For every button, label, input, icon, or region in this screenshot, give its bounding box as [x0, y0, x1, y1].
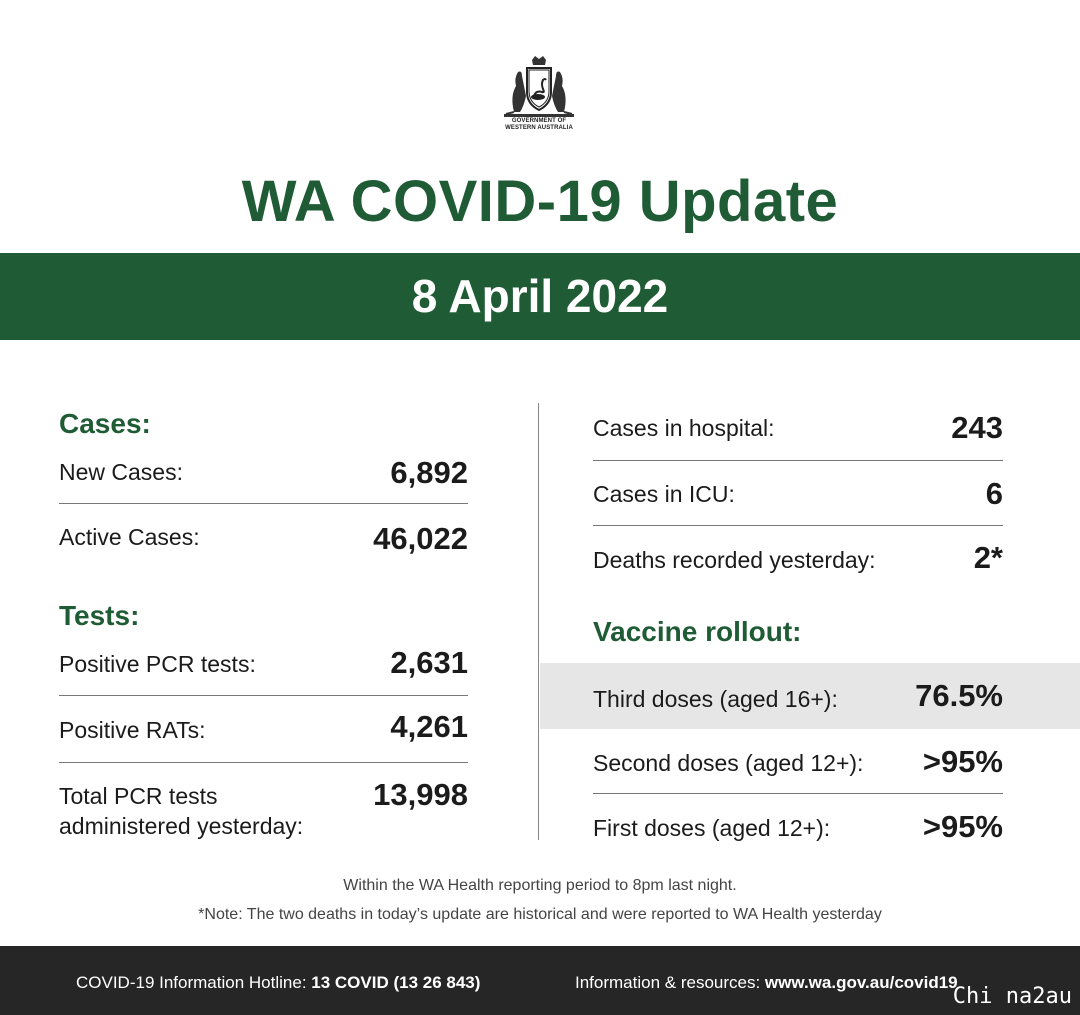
divider: [593, 460, 1003, 461]
second-doses-label: Second doses (aged 12+):: [593, 750, 864, 776]
active-cases-label: Active Cases:: [59, 524, 200, 550]
second-doses-value: >95%: [922, 744, 1003, 779]
tests-heading: Tests:: [59, 600, 140, 631]
total-pcr-label-line-2: administered yesterday:: [59, 813, 304, 839]
watermark: Chi na2au: [952, 984, 1072, 1009]
first-doses-label: First doses (aged 12+):: [593, 815, 831, 841]
column-divider: [538, 403, 539, 840]
hospital-value: 243: [951, 410, 1003, 445]
page-title: WA COVID-19 Update: [241, 169, 839, 234]
positive-rats-label: Positive RATs:: [59, 717, 206, 743]
coat-of-arms-icon: [496, 56, 582, 118]
vaccine-heading: Vaccine rollout:: [593, 616, 802, 647]
crest-line-2: WESTERN AUSTRALIA: [505, 125, 573, 131]
icu-value: 6: [985, 476, 1003, 511]
resources-info: [575, 973, 958, 993]
wa-government-crest: [496, 56, 582, 136]
deaths-value: 2*: [973, 540, 1003, 575]
divider: [59, 503, 468, 504]
third-doses-value: 76.5%: [915, 678, 1003, 713]
deaths-footnote: *Note: The two deaths in today’s update are historical and were reported to WA Health yesterday: [198, 906, 882, 923]
hospital-label: Cases in hospital:: [593, 415, 775, 441]
resources-link[interactable]: www.wa.gov.au/covid19: [764, 973, 958, 992]
new-cases-value: 6,892: [390, 455, 468, 490]
positive-pcr-label: Positive PCR tests:: [59, 651, 256, 677]
divider: [593, 793, 1003, 794]
cases-heading: Cases:: [59, 408, 151, 439]
footer-bar: [0, 946, 1080, 1015]
divider: [593, 525, 1003, 526]
positive-pcr-value: 2,631: [390, 645, 468, 680]
hotline-info: [76, 973, 480, 993]
active-cases-value: 46,022: [373, 521, 468, 556]
new-cases-label: New Cases:: [59, 459, 183, 485]
reporting-period-note: Within the WA Health reporting period to 8pm last night.: [343, 877, 737, 894]
first-doses-value: >95%: [922, 809, 1003, 844]
third-doses-label: Third doses (aged 16+):: [593, 686, 838, 712]
total-pcr-label-line-1: Total PCR tests: [59, 783, 218, 809]
divider: [59, 695, 468, 696]
total-pcr-value: 13,998: [373, 777, 468, 812]
divider: [59, 762, 468, 763]
hotline-label: COVID-19 Information Hotline:: [76, 973, 312, 992]
icu-label: Cases in ICU:: [593, 481, 735, 507]
resources-label: Information & resources:: [575, 973, 765, 992]
crest-line-1: GOVERNMENT OF: [511, 118, 567, 124]
positive-rats-value: 4,261: [390, 709, 468, 744]
deaths-label: Deaths recorded yesterday:: [593, 547, 876, 573]
hotline-number: 13 COVID (13 26 843): [311, 973, 481, 992]
date-banner: 8 April 2022: [0, 253, 1080, 340]
